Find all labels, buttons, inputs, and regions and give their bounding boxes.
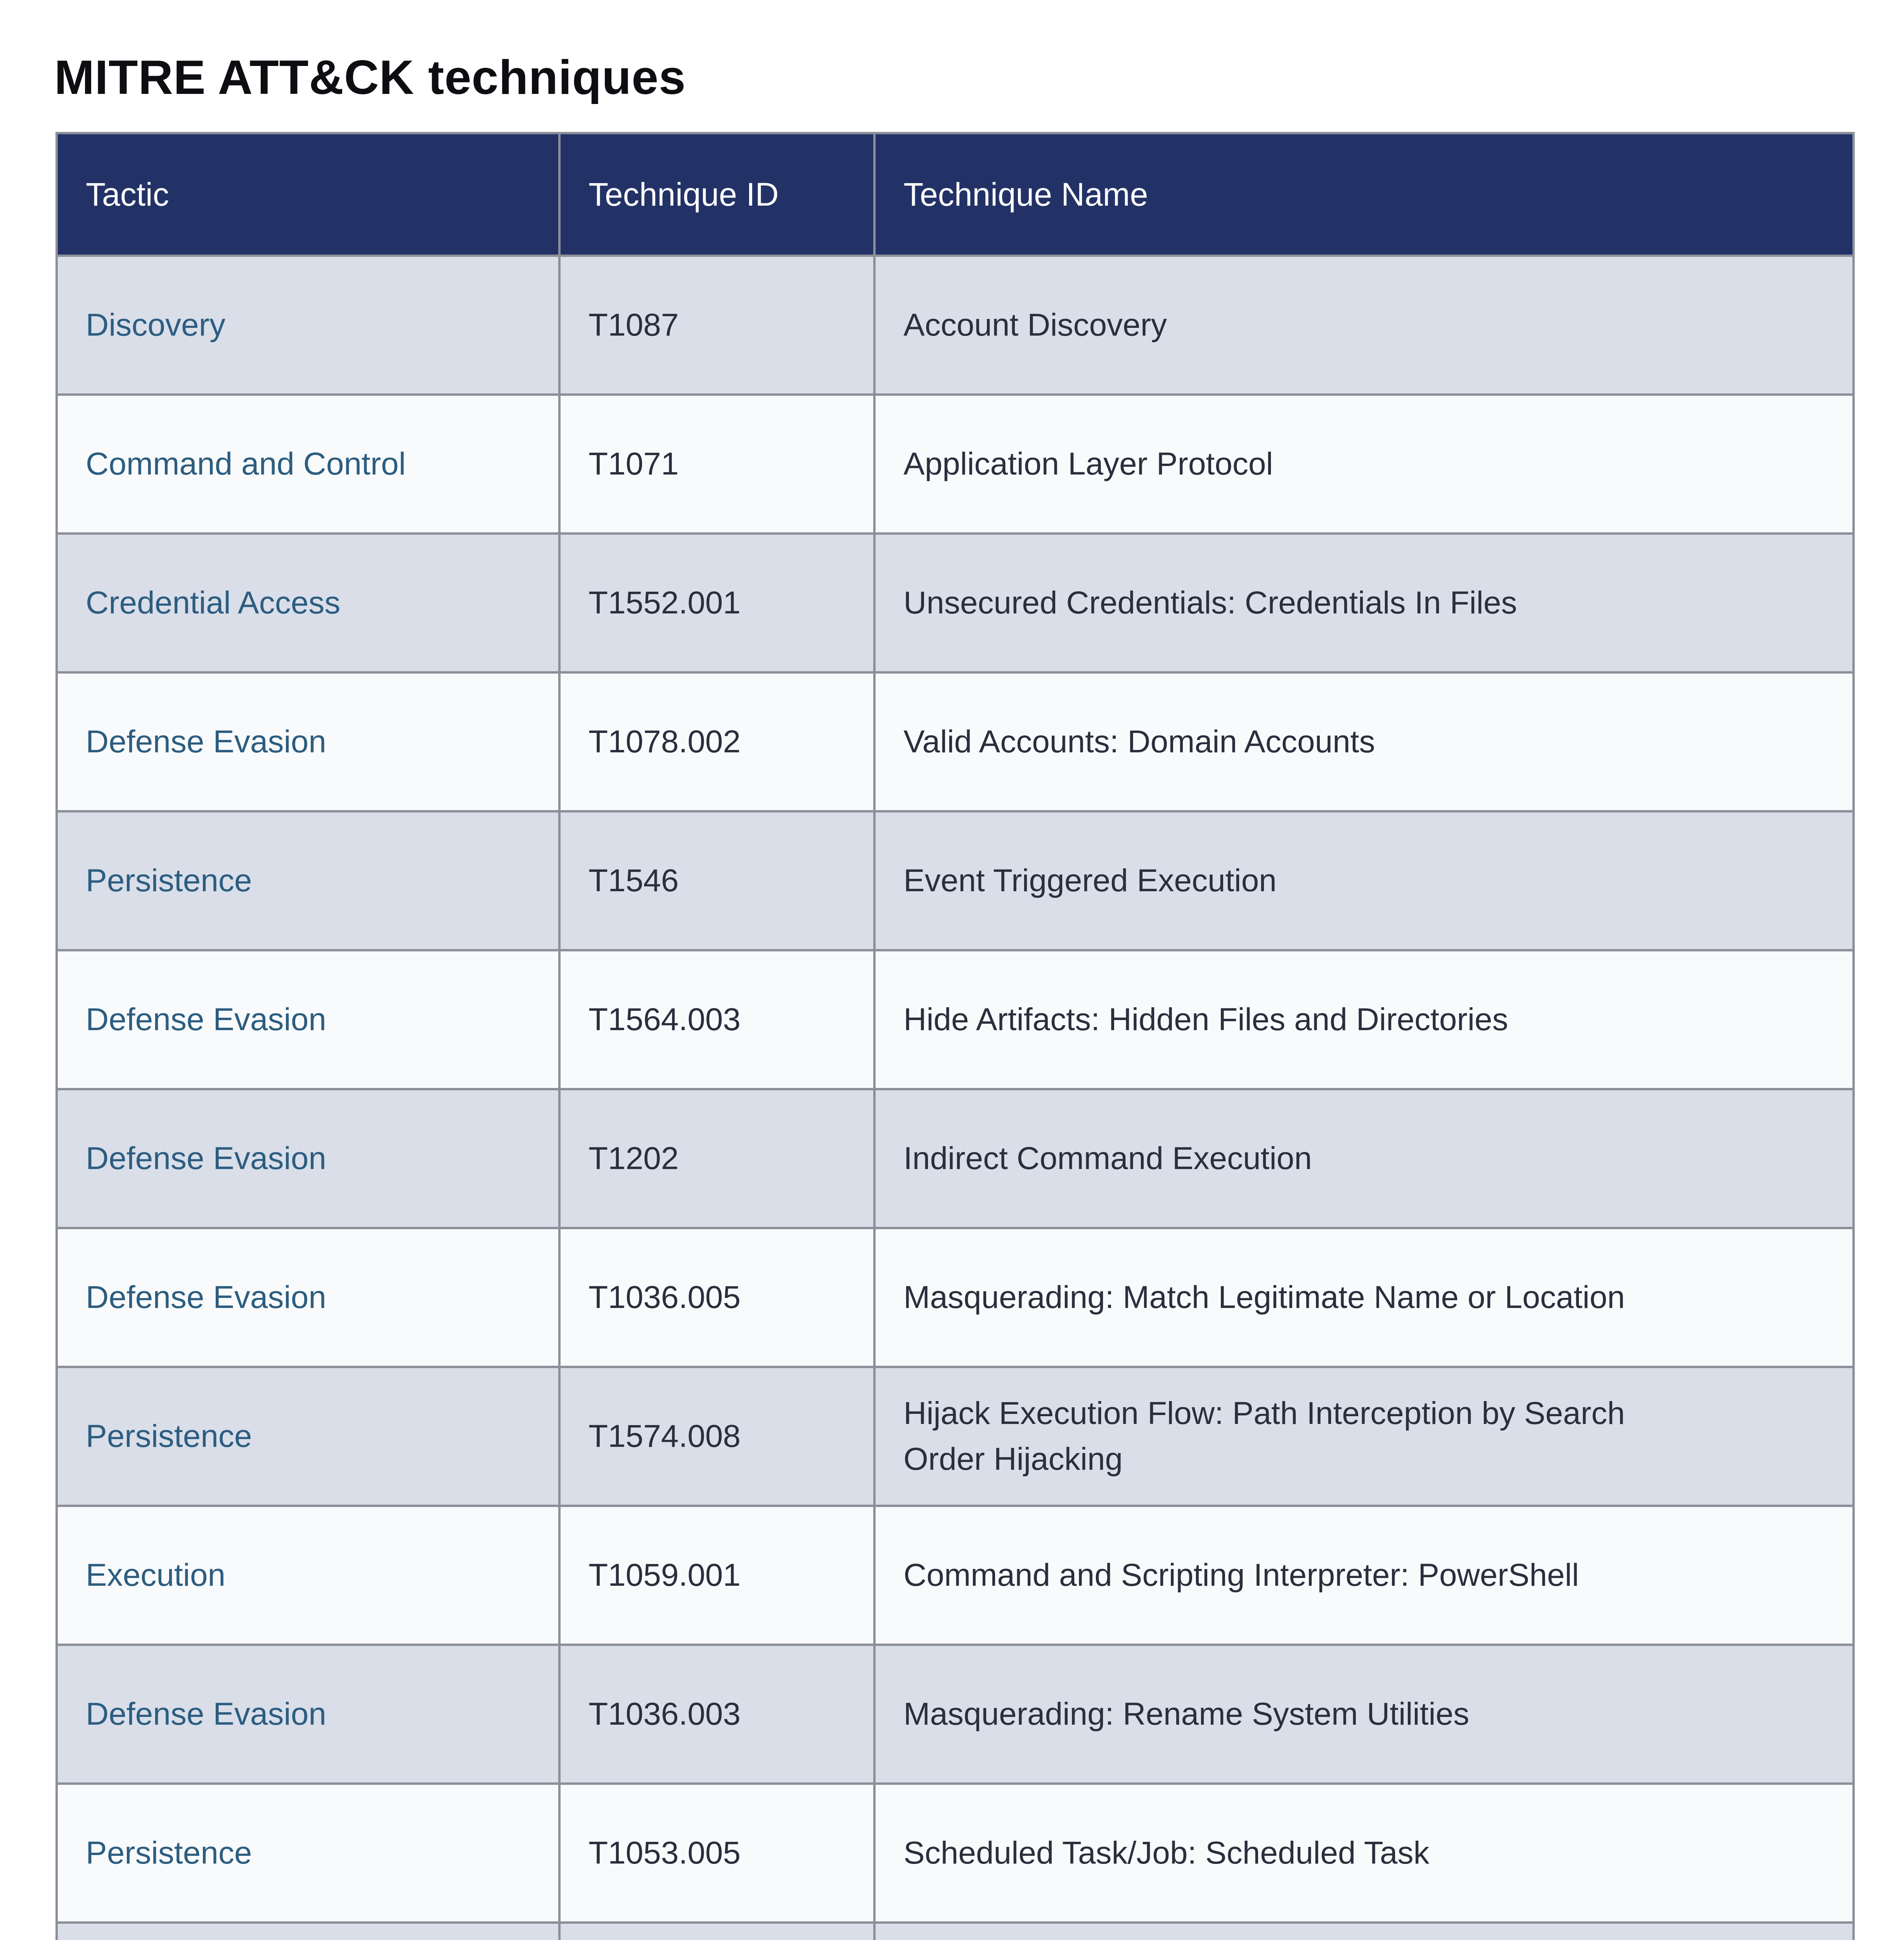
tactic-cell: Defense Evasion: [57, 1089, 559, 1228]
tactic-cell: Persistence: [57, 811, 559, 950]
technique-name-cell: Command and Scripting Interpreter: PowerShell: [874, 1506, 1854, 1645]
tactic-cell: Discovery: [57, 256, 559, 395]
technique-id-cell: T1059.001: [559, 1506, 874, 1645]
table-row: [57, 1367, 1854, 1506]
technique-id-cell: T1087: [559, 256, 874, 395]
table-row: [57, 256, 1854, 395]
tactic-cell: Persistence: [57, 1784, 559, 1923]
table-row: [57, 1089, 1854, 1228]
technique-id-cell: T1053.005: [559, 1784, 874, 1923]
tactic-cell: Defense Evasion: [57, 672, 559, 811]
tactic-cell: Execution: [57, 1506, 559, 1645]
tactic-cell: Defense Evasion: [57, 1645, 559, 1784]
technique-name-cell: Hijack Execution Flow: Path Interception by Search Order Hijacking: [874, 1367, 1854, 1506]
technique-name-cell: Scheduled Task/Job: Scheduled Task: [874, 1784, 1854, 1923]
technique-name-cell: Valid Accounts: Domain Accounts: [874, 672, 1854, 811]
techniques-table-container: [55, 132, 1852, 1940]
technique-name-cell: Unsecured Credentials: Credentials In Files: [874, 534, 1854, 672]
technique-id-cell: T1202: [559, 1089, 874, 1228]
technique-id-cell: T1036.005: [559, 1228, 874, 1367]
column-header-tactic: Tactic: [57, 133, 559, 256]
table-row: [57, 1923, 1854, 1940]
table-row: [57, 534, 1854, 672]
technique-id-cell: T1574.008: [559, 1367, 874, 1506]
table-row: [57, 1645, 1854, 1784]
technique-id-cell: T1546: [559, 811, 874, 950]
page-title: MITRE ATT&CK techniques: [54, 51, 686, 104]
technique-id-cell: T1564.003: [559, 950, 874, 1089]
table-row: [57, 395, 1854, 534]
table-row: [57, 811, 1854, 950]
technique-name-cell: Event Triggered Execution: [874, 811, 1854, 950]
technique-id-cell: [559, 1923, 874, 1940]
tactic-cell: Defense Evasion: [57, 1228, 559, 1367]
technique-name-cell: Hide Artifacts: Hidden Files and Directories: [874, 950, 1854, 1089]
column-header-technique-name: Technique Name: [874, 133, 1854, 256]
tactic-cell: Defense Evasion: [57, 950, 559, 1089]
technique-id-cell: T1036.003: [559, 1645, 874, 1784]
table-row: [57, 1228, 1854, 1367]
technique-name-cell: Indirect Command Execution: [874, 1089, 1854, 1228]
technique-id-cell: T1078.002: [559, 672, 874, 811]
technique-id-cell: T1071: [559, 395, 874, 534]
technique-name-cell: Account Discovery: [874, 256, 1854, 395]
technique-name-cell: Masquerading: Rename System Utilities: [874, 1645, 1854, 1784]
column-header-technique-id: Technique ID: [559, 133, 874, 256]
techniques-table: [55, 132, 1855, 1940]
technique-id-cell: T1552.001: [559, 534, 874, 672]
table-row: [57, 950, 1854, 1089]
table-header-row: [57, 133, 1854, 256]
table-row: [57, 1784, 1854, 1923]
table-row: [57, 672, 1854, 811]
technique-name-cell: Masquerading: Match Legitimate Name or Location: [874, 1228, 1854, 1367]
tactic-cell: Command and Control: [57, 395, 559, 534]
tactic-cell: Persistence: [57, 1367, 559, 1506]
technique-name-cell: Application Layer Protocol: [874, 395, 1854, 534]
tactic-cell: Credential Access: [57, 534, 559, 672]
technique-name-cell: [874, 1923, 1854, 1940]
tactic-cell: [57, 1923, 559, 1940]
table-row: [57, 1506, 1854, 1645]
